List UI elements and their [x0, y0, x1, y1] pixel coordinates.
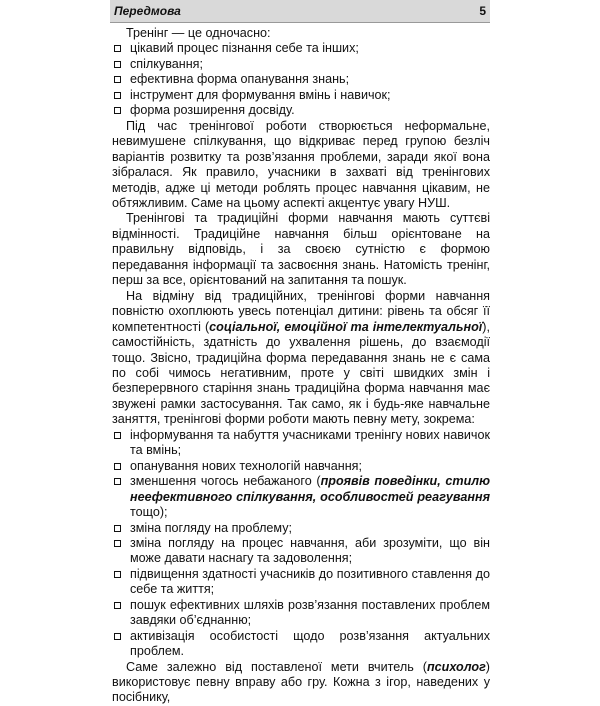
- training-lead: Тренінг — це одночасно:: [126, 26, 271, 40]
- text-run: Саме залежно від поставленої мети вчитель (: [126, 659, 427, 674]
- square-bullet-icon: [114, 107, 121, 114]
- list-item-text: форма розширення досвіду.: [130, 103, 295, 118]
- square-bullet-icon: [114, 633, 121, 640]
- running-header-title: Передмова: [114, 4, 181, 18]
- square-bullet-icon: [114, 432, 121, 439]
- list-item: [112, 428, 490, 459]
- text-run: зменшення чогось небажаного (: [130, 474, 321, 489]
- list-item: [112, 72, 490, 87]
- list-item-text: спілкування;: [130, 56, 203, 71]
- square-bullet-icon: [114, 525, 121, 532]
- page-body: [112, 26, 490, 706]
- emphasis-behaviour: проявів поведінки, стилю неефективного спілкування, особливостей реагування: [130, 474, 490, 504]
- running-header: [110, 0, 490, 23]
- training-definition-list: [112, 41, 490, 118]
- list-item: [112, 598, 490, 629]
- list-item-text: інструмент для формування вмінь і навичок;: [130, 87, 391, 102]
- list-item-text: ефективна форма опанування знань;: [130, 72, 350, 87]
- square-bullet-icon: [114, 540, 121, 547]
- emphasis-competence: соціальної, емоційної та інтелектуальної: [209, 319, 483, 334]
- list-item-text: активізація особистості щодо розв’язання актуальних проблем.: [130, 628, 490, 659]
- square-bullet-icon: [114, 602, 121, 609]
- square-bullet-icon: [114, 463, 121, 470]
- square-bullet-icon: [114, 45, 121, 52]
- paragraph-goal-dependence: [112, 660, 490, 706]
- page-number: 5: [479, 4, 486, 18]
- training-goals-list: [112, 428, 490, 660]
- list-item-text: зміна погляду на проблему;: [130, 520, 293, 535]
- list-item-text: зміна погляду на процес навчання, аби зрозуміти, що він може давати наснагу та задоволення;: [130, 535, 490, 566]
- list-item: [112, 567, 490, 598]
- list-item-text: пошук ефективних шляхів розв’язання поставлених проблем завдяки об’єднанню;: [130, 597, 490, 628]
- list-item: [112, 57, 490, 72]
- list-item: [112, 88, 490, 103]
- list-item-text: цікавий процес пізнання себе та інших;: [130, 41, 359, 56]
- list-item: [112, 629, 490, 660]
- list-item: [112, 474, 490, 520]
- square-bullet-icon: [114, 571, 121, 578]
- list-item: [112, 536, 490, 567]
- square-bullet-icon: [114, 478, 121, 485]
- list-item-text: опанування нових технологій навчання;: [130, 458, 362, 473]
- list-item: [112, 459, 490, 474]
- text-run: На відміну від традиційних, тренінгові форми навчання повністю охоплюють увесь потенціал дитини: рівень та обсяг її компетентності (: [112, 288, 490, 334]
- square-bullet-icon: [114, 92, 121, 99]
- list-item: [112, 41, 490, 56]
- emphasis-psychologist: психолог: [426, 659, 486, 674]
- list-item-text: інформування та набуття учасниками тренінгу нових навичок та вмінь;: [130, 427, 490, 458]
- paragraph-potential: [112, 289, 490, 428]
- list-item-text: підвищення здатності учасників до позитивного ставлення до себе та життя;: [130, 566, 490, 597]
- text-run: тощо);: [130, 505, 168, 520]
- square-bullet-icon: [114, 61, 121, 68]
- text-run: ) використовує певну вправу або гру. Кожна з ігор, наведених у посібнику,: [112, 659, 490, 705]
- list-item: [112, 103, 490, 118]
- text-run: ), самостійність, здатність до ухвалення рішень, до взаємодії тощо. Звісно, традиційна форма передавання знань не є сама по собі чимось негативним, проте у світі швидких змін і безперервного старіння знань традиційна форма навчання має звужені рамки застосування. Так само, як і будь-яке навчальне заняття, тренінгові форми роботи мають певну мету, зокрема:: [112, 319, 490, 427]
- paragraph-differences: Тренінгові та традиційні форми навчання мають суттєві відмінності. Традиційне навчання більш орієнтоване на правильну відповідь, і за своєю сутністю є формою передавання інформації та засвоєння знань. Натомість тренінг, перш за все, орієнтований на запитання та пошук.: [112, 211, 490, 288]
- list-item: [112, 521, 490, 536]
- paragraph-informal-communication: Під час тренінгової роботи створюється неформальне, невимушене спілкування, що відкриває перед групою безліч варіантів розвитку та розв’язання проблеми, заради якої вона зібралася. Як правило, учасники в захваті від тренінгових методів, адже ці методи роблять процес навчання цікавим, не обтяжливим. Саме на цьому аспекті акцентує увагу НУШ.: [112, 118, 490, 210]
- square-bullet-icon: [114, 76, 121, 83]
